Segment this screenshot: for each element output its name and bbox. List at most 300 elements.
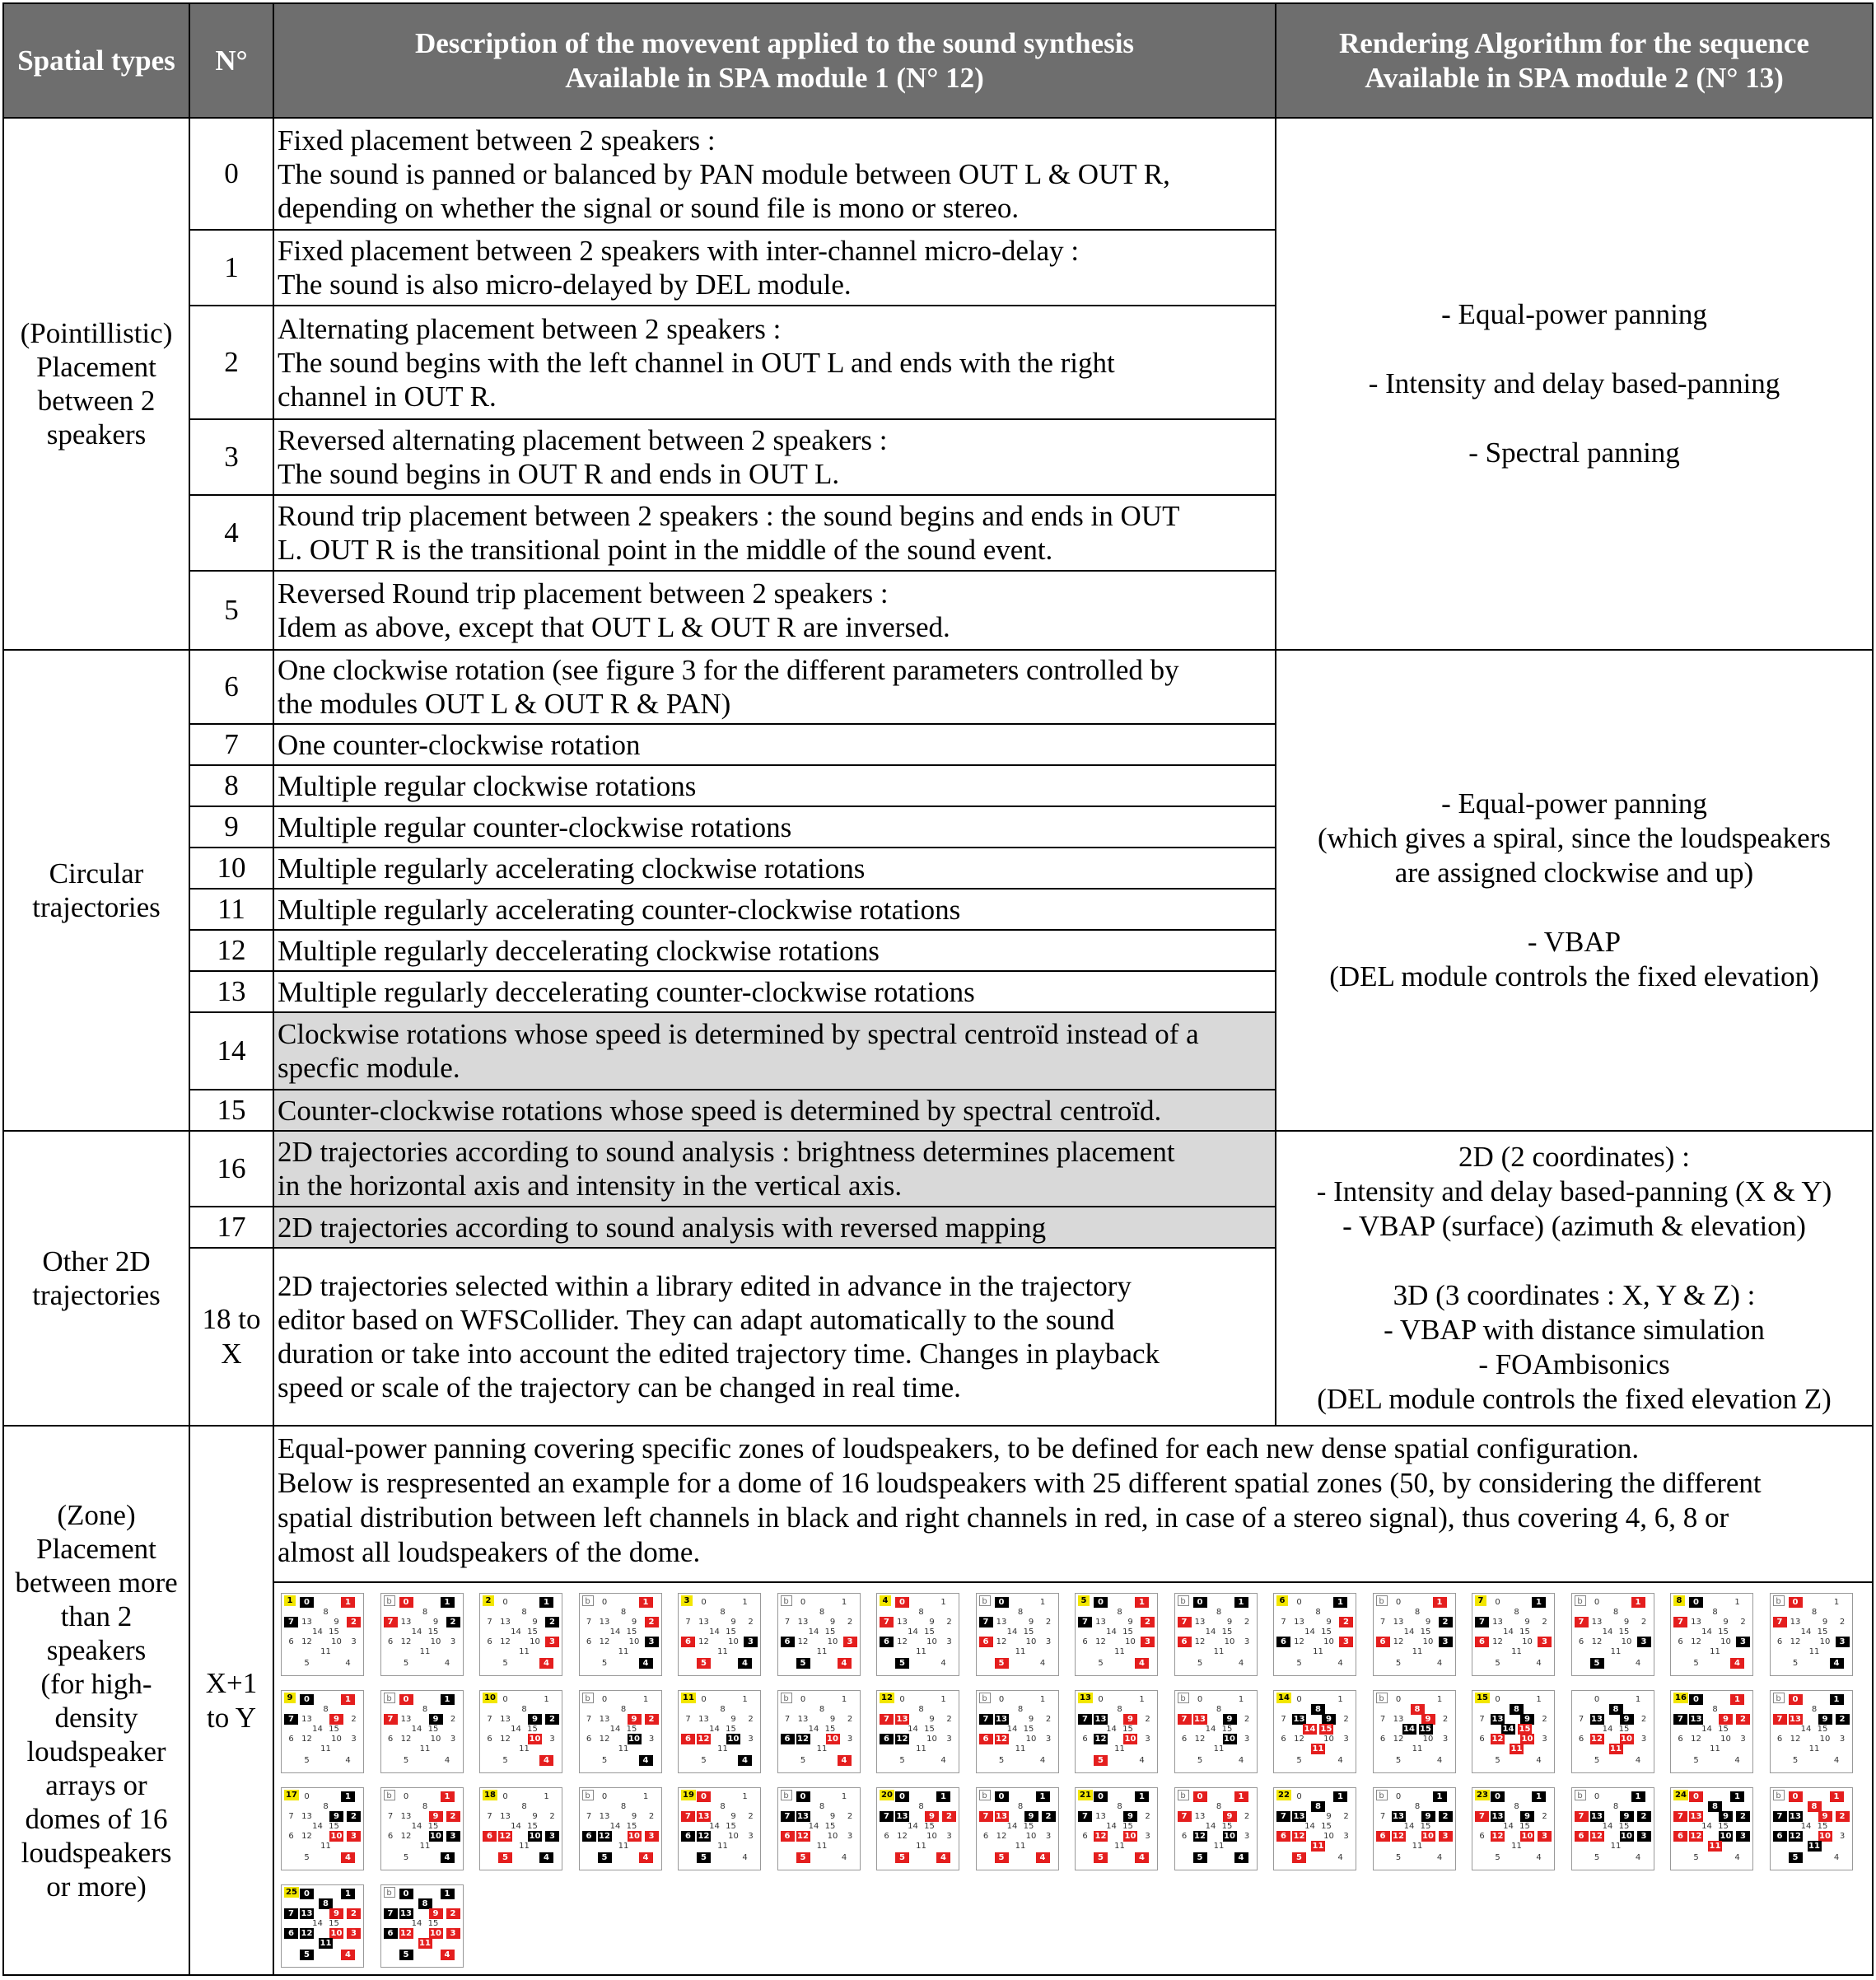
speaker-2: 2 [1343, 1715, 1349, 1724]
speaker-5: 5 [1197, 1659, 1203, 1668]
speaker-14: 14 [609, 1822, 621, 1831]
row-number: 16 [189, 1130, 274, 1207]
speaker-0: 0 [1789, 1597, 1803, 1608]
speaker-5: 5 [1495, 1853, 1500, 1862]
zone-diagram [479, 1593, 562, 1676]
speaker-4: 4 [1635, 1659, 1641, 1668]
speaker-10: 10 [1323, 1832, 1334, 1841]
speaker-8: 8 [819, 1608, 825, 1617]
zone-label: b [582, 1693, 594, 1703]
speaker-10: 10 [1125, 1637, 1136, 1646]
speaker-11: 11 [816, 1647, 828, 1656]
speaker-7: 7 [284, 1908, 298, 1919]
speaker-11: 11 [1808, 1842, 1820, 1851]
speaker-12: 12 [1393, 1637, 1404, 1646]
speaker-13: 13 [400, 1715, 412, 1724]
speaker-5: 5 [1495, 1659, 1500, 1668]
speaker-7: 7 [1379, 1715, 1386, 1724]
speaker-4: 4 [1039, 1756, 1046, 1765]
rendering-circular [1275, 649, 1874, 1132]
speaker-4: 4 [345, 1659, 351, 1668]
zone-label: 5 [1078, 1595, 1090, 1606]
speaker-2: 2 [946, 1618, 952, 1627]
speaker-8: 8 [1514, 1608, 1519, 1617]
speaker-15: 15 [1221, 1822, 1233, 1831]
speaker-8: 8 [918, 1608, 924, 1617]
speaker-6: 6 [1376, 1831, 1390, 1842]
speaker-2: 2 [347, 1908, 361, 1919]
speaker-5: 5 [1094, 1755, 1108, 1766]
speaker-6: 6 [880, 1637, 894, 1647]
speaker-12: 12 [599, 1832, 610, 1841]
speaker-10: 10 [1224, 1735, 1235, 1744]
speaker-5: 5 [1594, 1756, 1600, 1765]
speaker-7: 7 [1673, 1714, 1687, 1725]
speaker-9: 9 [829, 1618, 836, 1627]
speaker-2: 2 [946, 1715, 952, 1724]
speaker-9: 9 [1719, 1811, 1733, 1822]
speaker-13: 13 [896, 1715, 908, 1724]
zone-description [273, 1425, 1874, 1583]
speaker-15: 15 [726, 1725, 736, 1734]
speaker-12: 12 [797, 1832, 809, 1841]
speaker-2: 2 [1439, 1811, 1453, 1822]
speaker-11: 11 [618, 1744, 629, 1754]
speaker-12: 12 [698, 1832, 710, 1841]
speaker-4: 4 [1536, 1853, 1542, 1862]
speaker-12: 12 [1094, 1735, 1107, 1744]
speaker-8: 8 [1708, 1801, 1722, 1812]
speaker-15: 15 [1817, 1627, 1828, 1637]
speaker-6: 6 [487, 1637, 492, 1646]
speaker-8: 8 [521, 1608, 527, 1617]
zone-diagram [678, 1690, 761, 1773]
speaker-15: 15 [924, 1627, 935, 1637]
speaker-14: 14 [1304, 1627, 1315, 1637]
speaker-1: 1 [544, 1695, 549, 1704]
zone-diagram [1373, 1593, 1456, 1676]
speaker-11: 11 [717, 1842, 728, 1851]
speaker-13: 13 [400, 1618, 412, 1627]
zone-label: 10 [484, 1693, 496, 1702]
speaker-10: 10 [1224, 1637, 1235, 1646]
zone-diagram [976, 1787, 1059, 1870]
speaker-11: 11 [1412, 1842, 1423, 1851]
speaker-12: 12 [996, 1735, 1007, 1744]
speaker-5: 5 [1395, 1853, 1402, 1862]
rendering-other-2d [1275, 1130, 1874, 1427]
zone-diagram [1770, 1787, 1853, 1870]
speaker-6: 6 [586, 1735, 592, 1744]
speaker-8: 8 [422, 1802, 428, 1811]
speaker-14: 14 [411, 1627, 422, 1637]
speaker-15: 15 [1718, 1822, 1729, 1831]
speaker-8: 8 [620, 1705, 627, 1714]
speaker-7: 7 [1578, 1715, 1584, 1724]
speaker-7: 7 [1773, 1617, 1787, 1627]
speaker-9: 9 [631, 1618, 637, 1627]
speaker-11: 11 [1510, 1744, 1523, 1754]
zone-label: 24 [1675, 1791, 1687, 1800]
speaker-10: 10 [1422, 1637, 1434, 1646]
speaker-8: 8 [1414, 1802, 1421, 1811]
speaker-12: 12 [500, 1637, 511, 1646]
speaker-14: 14 [808, 1627, 819, 1637]
speaker-3: 3 [450, 1735, 456, 1744]
speaker-2: 2 [748, 1812, 754, 1821]
speaker-2: 2 [545, 1617, 559, 1627]
speaker-4: 4 [444, 1756, 450, 1765]
speaker-13: 13 [996, 1618, 1007, 1627]
speaker-6: 6 [1281, 1735, 1286, 1744]
zone-label: b [1575, 1790, 1586, 1800]
speaker-14: 14 [1006, 1627, 1018, 1637]
speaker-8: 8 [720, 1608, 726, 1617]
speaker-12: 12 [896, 1735, 908, 1744]
row-description: Round trip placement between 2 speakers : the sound begins and ends in OUT L. OUT R is the transitional point in the middle of the sound event. [273, 494, 1276, 572]
speaker-11: 11 [618, 1842, 629, 1851]
speaker-2: 2 [648, 1812, 655, 1821]
zone-diagram [1571, 1690, 1654, 1773]
speaker-1: 1 [1436, 1695, 1443, 1704]
zone-label: b [582, 1790, 594, 1800]
speaker-7: 7 [487, 1812, 492, 1821]
speaker-0: 0 [1395, 1792, 1402, 1801]
zone-diagram [876, 1593, 959, 1676]
speaker-4: 4 [341, 1852, 355, 1863]
zone-diagram [281, 1593, 364, 1676]
speaker-9: 9 [432, 1618, 439, 1627]
speaker-9: 9 [1028, 1618, 1034, 1627]
zone-label: b [384, 1595, 395, 1606]
speaker-5: 5 [1789, 1852, 1803, 1863]
speaker-14: 14 [511, 1822, 521, 1831]
speaker-11: 11 [419, 1842, 431, 1851]
speaker-2: 2 [1640, 1618, 1647, 1627]
speaker-7: 7 [1078, 1714, 1092, 1725]
speaker-10: 10 [1621, 1637, 1632, 1646]
speaker-11: 11 [816, 1842, 828, 1851]
zone-label: b [781, 1595, 792, 1606]
type-circular: Circular trajectories [2, 649, 190, 1132]
row-description: 2D trajectories according to sound analysis : brightness determines placement in the horizontal axis and intensity in the vertical axis. [273, 1130, 1276, 1207]
algo-item: - VBAP (DEL module controls the fixed elevation) [1329, 926, 1819, 992]
speaker-4: 4 [841, 1853, 847, 1862]
speaker-9: 9 [628, 1714, 642, 1725]
speaker-7: 7 [1178, 1617, 1192, 1627]
speaker-3: 3 [450, 1637, 456, 1646]
zone-label: b [1178, 1595, 1189, 1606]
speaker-12: 12 [1591, 1735, 1603, 1744]
speaker-13: 13 [1691, 1618, 1701, 1627]
speaker-8: 8 [720, 1802, 726, 1811]
speaker-15: 15 [329, 1725, 339, 1734]
speaker-8: 8 [720, 1705, 726, 1714]
speaker-5: 5 [796, 1852, 810, 1863]
speaker-3: 3 [1145, 1735, 1150, 1744]
speaker-14: 14 [1006, 1822, 1018, 1831]
speaker-7: 7 [586, 1618, 592, 1627]
speaker-13: 13 [1690, 1715, 1702, 1724]
speaker-2: 2 [545, 1714, 559, 1725]
row-description: Multiple regularly accelerating clockwise rotations [273, 847, 1276, 890]
speaker-10: 10 [530, 1637, 540, 1646]
speaker-13: 13 [1491, 1715, 1504, 1724]
speaker-13: 13 [301, 1618, 312, 1627]
speaker-14: 14 [411, 1725, 422, 1734]
speaker-0: 0 [1395, 1598, 1402, 1607]
speaker-2: 2 [1740, 1618, 1746, 1627]
speaker-7: 7 [979, 1617, 993, 1627]
zone-diagram [1174, 1593, 1258, 1676]
speaker-15: 15 [1320, 1725, 1332, 1734]
speaker-10: 10 [1025, 1832, 1037, 1841]
speaker-5: 5 [601, 1659, 608, 1668]
speaker-5: 5 [1296, 1756, 1302, 1765]
speaker-4: 4 [1833, 1756, 1840, 1765]
row-description: Multiple regularly deccelerating clockwise rotations [273, 929, 1276, 972]
speaker-8: 8 [819, 1802, 825, 1811]
speaker-4: 4 [1536, 1756, 1542, 1765]
speaker-8: 8 [1811, 1608, 1818, 1617]
speaker-11: 11 [320, 1939, 332, 1948]
zone-label: b [384, 1790, 395, 1800]
zone-label: b [979, 1693, 991, 1703]
speaker-10: 10 [1819, 1832, 1831, 1841]
speaker-7: 7 [384, 1714, 398, 1725]
type-other-2d: Other 2D trajectories [2, 1130, 190, 1427]
speaker-8: 8 [1117, 1705, 1122, 1714]
speaker-4: 4 [1036, 1852, 1050, 1863]
speaker-15: 15 [1817, 1822, 1828, 1831]
speaker-12: 12 [599, 1735, 610, 1744]
speaker-9: 9 [1719, 1714, 1733, 1725]
speaker-6: 6 [1479, 1832, 1485, 1841]
speaker-0: 0 [800, 1598, 806, 1607]
zone-diagram [1373, 1787, 1456, 1870]
speaker-0: 0 [1594, 1792, 1600, 1801]
speaker-9: 9 [1822, 1618, 1828, 1627]
speaker-9: 9 [1322, 1714, 1336, 1725]
speaker-7: 7 [384, 1617, 398, 1627]
zone-diagram [777, 1787, 861, 1870]
zone-label: b [1575, 1595, 1586, 1606]
zone-label: 15 [1477, 1693, 1488, 1702]
speaker-14: 14 [511, 1725, 521, 1734]
speaker-5: 5 [300, 1950, 314, 1960]
speaker-5: 5 [1792, 1756, 1799, 1765]
speaker-14: 14 [1106, 1822, 1117, 1831]
speaker-9: 9 [1818, 1714, 1832, 1725]
zone-label: 22 [1278, 1791, 1290, 1800]
speaker-11: 11 [1312, 1842, 1324, 1851]
speaker-9: 9 [1024, 1811, 1038, 1822]
speaker-2: 2 [1141, 1617, 1155, 1627]
speaker-6: 6 [1776, 1637, 1783, 1646]
speaker-9: 9 [429, 1714, 443, 1725]
speaker-11: 11 [618, 1647, 629, 1656]
speaker-12: 12 [996, 1832, 1007, 1841]
speaker-14: 14 [1205, 1725, 1216, 1734]
speaker-8: 8 [1017, 1802, 1024, 1811]
speaker-1: 1 [1730, 1791, 1744, 1802]
speaker-12: 12 [301, 1832, 312, 1841]
speaker-2: 2 [1542, 1715, 1547, 1724]
speaker-7: 7 [1773, 1714, 1787, 1725]
speaker-13: 13 [1591, 1715, 1603, 1724]
speaker-4: 4 [1635, 1756, 1641, 1765]
speaker-12: 12 [1294, 1735, 1304, 1744]
speaker-0: 0 [701, 1598, 707, 1607]
speaker-7: 7 [1078, 1617, 1092, 1627]
speaker-10: 10 [1521, 1735, 1533, 1744]
speaker-5: 5 [304, 1756, 310, 1765]
zone-label: b [1178, 1790, 1189, 1800]
type-zone: (Zone) Placement between more than 2 speakers (for high- density loudspeaker arrays or domes of 16 loudspeakers or more) [2, 1425, 190, 1976]
speaker-10: 10 [628, 1832, 640, 1841]
speaker-15: 15 [1122, 1725, 1133, 1734]
row-description: One counter-clockwise rotation [273, 723, 1276, 766]
speaker-10: 10 [728, 1637, 739, 1646]
speaker-7: 7 [979, 1714, 993, 1725]
zone-label: b [979, 1790, 991, 1800]
row-description: Multiple regularly deccelerating counter-clockwise rotations [273, 970, 1276, 1013]
zone-diagram [281, 1884, 364, 1968]
speaker-1: 1 [742, 1695, 748, 1704]
zone-label: b [781, 1790, 792, 1800]
speaker-3: 3 [1343, 1832, 1349, 1841]
speaker-2: 2 [847, 1812, 853, 1821]
speaker-11: 11 [419, 1744, 431, 1754]
speaker-7: 7 [1475, 1617, 1489, 1627]
speaker-13: 13 [599, 1618, 610, 1627]
speaker-1: 1 [1234, 1791, 1248, 1802]
speaker-2: 2 [446, 1617, 460, 1627]
row-description: Multiple regularly accelerating counter-clockwise rotations [273, 888, 1276, 931]
speaker-6: 6 [1776, 1735, 1783, 1744]
speaker-6: 6 [284, 1928, 298, 1939]
speaker-6: 6 [387, 1637, 394, 1646]
speaker-4: 4 [1436, 1756, 1443, 1765]
speaker-5: 5 [403, 1853, 409, 1862]
speaker-9: 9 [1620, 1714, 1634, 1725]
algo-item: 2D (2 coordinates) : - Intensity and delay based-panning (X & Y) - VBAP (surface) (azimuth & elevation) [1316, 1141, 1832, 1242]
speaker-15: 15 [1420, 1627, 1431, 1637]
row-number: 8 [189, 764, 274, 807]
speaker-8: 8 [1411, 1704, 1425, 1715]
speaker-9: 9 [829, 1715, 836, 1724]
speaker-6: 6 [1773, 1831, 1787, 1842]
speaker-0: 0 [601, 1598, 608, 1607]
zone-label: 4 [880, 1595, 891, 1606]
speaker-0: 0 [1094, 1791, 1108, 1802]
speaker-1: 1 [1830, 1694, 1844, 1705]
speaker-5: 5 [998, 1756, 1005, 1765]
speaker-14: 14 [908, 1725, 918, 1734]
speaker-6: 6 [487, 1735, 492, 1744]
speaker-0: 0 [895, 1791, 909, 1802]
speaker-12: 12 [1790, 1832, 1801, 1841]
speaker-7: 7 [1475, 1811, 1489, 1822]
speaker-6: 6 [979, 1734, 993, 1744]
speaker-0: 0 [1495, 1598, 1500, 1607]
speaker-4: 4 [341, 1950, 355, 1960]
speaker-14: 14 [312, 1725, 323, 1734]
speaker-8: 8 [819, 1705, 825, 1714]
speaker-11: 11 [1710, 1647, 1720, 1656]
speaker-0: 0 [399, 1694, 413, 1705]
speaker-7: 7 [880, 1617, 894, 1627]
speaker-9: 9 [1524, 1618, 1530, 1627]
speaker-13: 13 [500, 1812, 511, 1821]
speaker-0: 0 [1689, 1791, 1703, 1802]
speaker-5: 5 [1590, 1658, 1604, 1669]
speaker-0: 0 [502, 1695, 508, 1704]
zone-label: 1 [284, 1595, 296, 1606]
speaker-3: 3 [744, 1637, 758, 1647]
speaker-1: 1 [1631, 1597, 1645, 1608]
speaker-0: 0 [1491, 1791, 1505, 1802]
speaker-5: 5 [1495, 1756, 1500, 1765]
speaker-1: 1 [642, 1792, 649, 1801]
speaker-2: 2 [1145, 1812, 1150, 1821]
speaker-15: 15 [1221, 1627, 1233, 1637]
speaker-10: 10 [827, 1735, 838, 1744]
zone-label: b [582, 1595, 594, 1606]
speaker-6: 6 [582, 1831, 596, 1842]
speaker-3: 3 [847, 1832, 853, 1841]
zone-diagram [1571, 1593, 1654, 1676]
speaker-5: 5 [796, 1658, 810, 1669]
speaker-7: 7 [1379, 1618, 1386, 1627]
speaker-6: 6 [781, 1637, 795, 1647]
speaker-1: 1 [1833, 1598, 1840, 1607]
zone-label: 17 [286, 1791, 297, 1800]
speaker-10: 10 [1819, 1637, 1831, 1646]
speaker-2: 2 [1542, 1812, 1547, 1821]
speaker-4: 4 [639, 1852, 653, 1863]
speaker-9: 9 [730, 1715, 736, 1724]
speaker-12: 12 [499, 1832, 511, 1841]
speaker-8: 8 [1017, 1705, 1024, 1714]
row-number: 9 [189, 806, 274, 848]
speaker-5: 5 [995, 1658, 1009, 1669]
speaker-8: 8 [918, 1705, 924, 1714]
speaker-5: 5 [403, 1659, 409, 1668]
speaker-12: 12 [1094, 1832, 1107, 1841]
zone-label: 6 [1276, 1595, 1288, 1606]
speaker-5: 5 [502, 1756, 508, 1765]
speaker-2: 2 [1836, 1714, 1850, 1725]
speaker-7: 7 [1276, 1811, 1290, 1822]
speaker-6: 6 [982, 1832, 989, 1841]
speaker-6: 6 [1475, 1637, 1489, 1647]
speaker-14: 14 [411, 1822, 422, 1831]
speaker-11: 11 [816, 1744, 828, 1754]
row-description: Reversed Round trip placement between 2 speakers : Idem as above, except that OUT L & OUT R are inversed. [273, 570, 1276, 651]
speaker-7: 7 [880, 1811, 894, 1822]
speaker-12: 12 [1690, 1832, 1702, 1841]
speaker-0: 0 [1197, 1695, 1203, 1704]
speaker-8: 8 [1712, 1705, 1718, 1714]
speaker-3: 3 [1442, 1735, 1449, 1744]
speaker-5: 5 [1098, 1659, 1104, 1668]
zone-label: b [384, 1693, 395, 1703]
speaker-10: 10 [1323, 1637, 1334, 1646]
speaker-1: 1 [639, 1597, 653, 1608]
speaker-15: 15 [527, 1725, 538, 1734]
speaker-2: 2 [748, 1715, 754, 1724]
